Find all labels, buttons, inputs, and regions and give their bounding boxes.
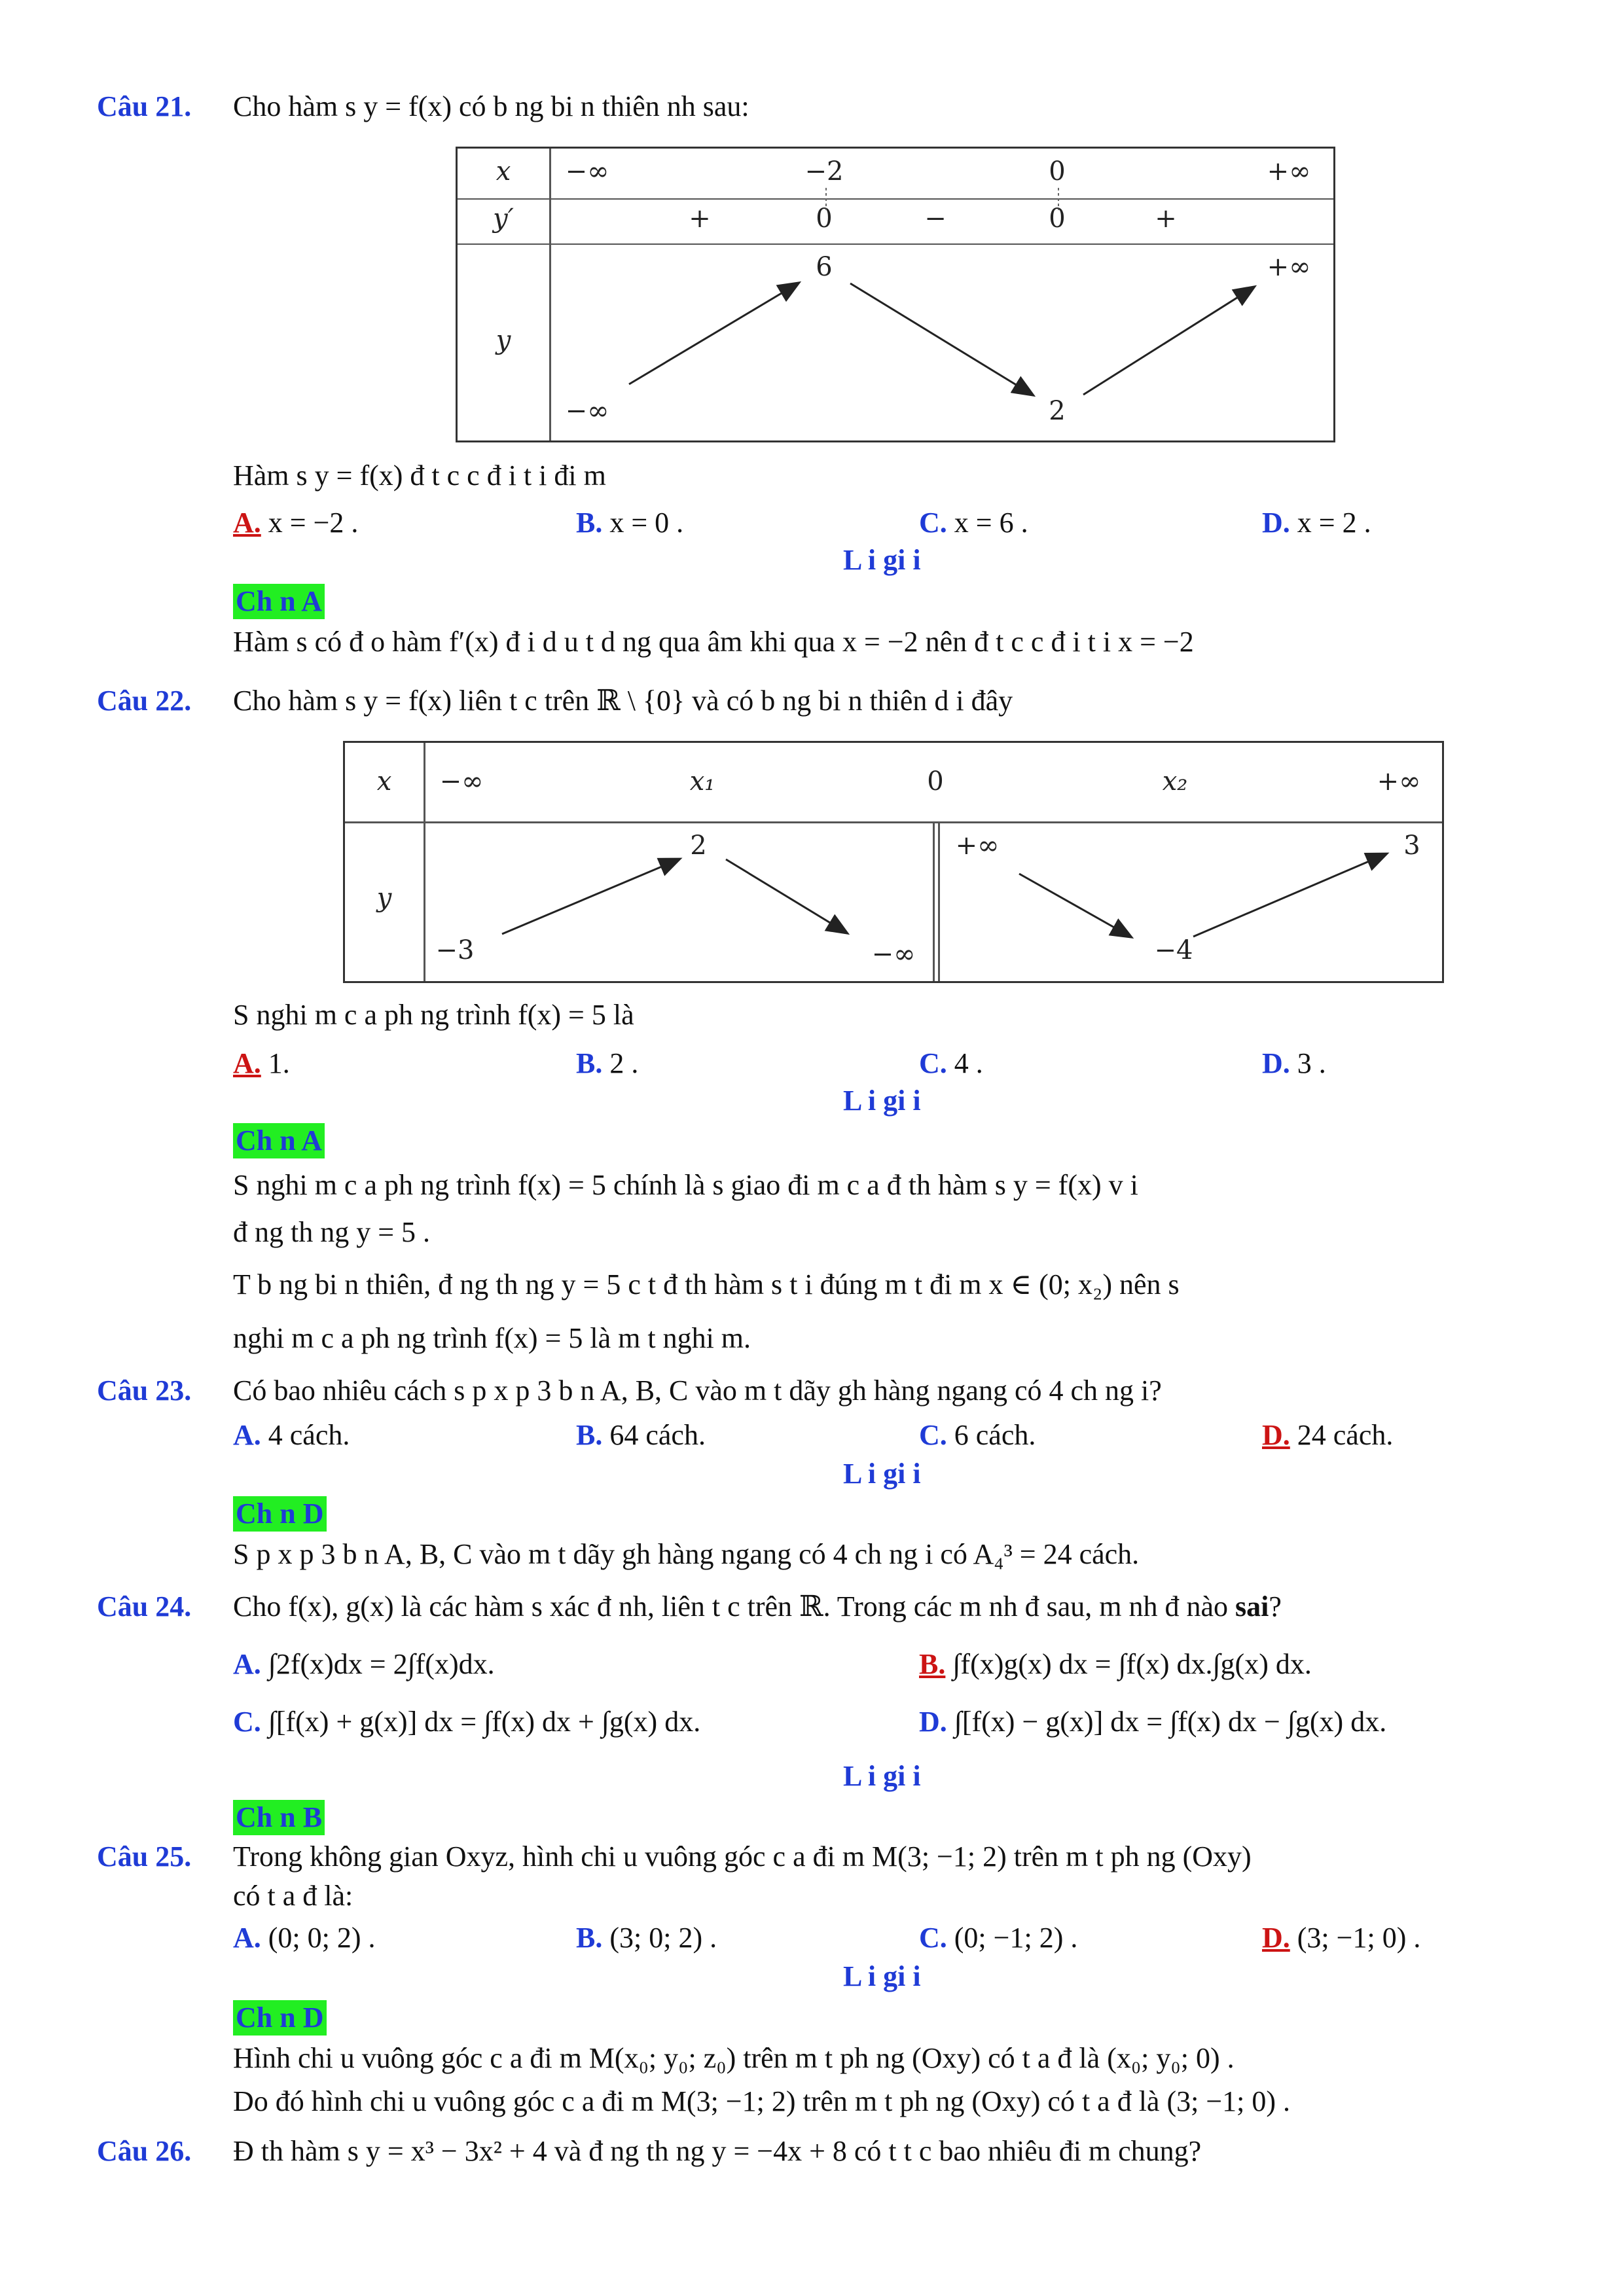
q21-y-label: y <box>496 325 511 355</box>
q22-option-b[interactable] <box>576 1046 638 1081</box>
option-letter: B. <box>576 507 603 539</box>
option-text: (3; −1; 0) . <box>1297 1922 1421 1954</box>
option-text: x = −2 . <box>268 507 359 539</box>
q24-answer-badge: Ch n B <box>233 1800 325 1835</box>
q23-option-b[interactable] <box>576 1418 706 1453</box>
q21-y-val: 2 <box>1049 396 1066 426</box>
option-text: (0; −1; 2) . <box>954 1922 1078 1954</box>
q22-y-val: 2 <box>690 831 707 861</box>
q25-number: Câu 25. <box>97 1840 192 1873</box>
option-letter: A. <box>233 1419 261 1451</box>
option-text: (3; 0; 2) . <box>609 1922 717 1954</box>
q21-yp-val: − <box>924 204 947 234</box>
q22-x-label: x <box>376 766 392 797</box>
q24-option-a[interactable] <box>233 1647 495 1682</box>
q21-x-val: −∞ <box>565 156 609 187</box>
q21-prompt: Hàm s y = f(x) đ t c c đ i t i đi m <box>233 459 606 492</box>
q21-y-val: +∞ <box>1267 252 1311 282</box>
q22-option-a[interactable] <box>233 1046 290 1081</box>
option-letter: B. <box>576 1922 603 1954</box>
q23-option-d[interactable] <box>1262 1418 1393 1453</box>
q21-answer-badge: Ch n A <box>233 584 325 619</box>
q22-explanation-2: đ ng th ng y = 5 . <box>233 1216 431 1248</box>
q25-solution-title: L i gi i <box>843 1960 921 1992</box>
q22-variation-table <box>343 741 1444 983</box>
q21-option-a[interactable] <box>233 505 358 541</box>
q23-explanation: S p x p 3 b n A, B, C vào m t dãy gh hàng ngang có 4 ch ng i có A₄³ = 24 cách. <box>233 1538 1140 1570</box>
q23-option-a[interactable] <box>233 1418 350 1453</box>
option-text: x = 6 . <box>954 507 1028 539</box>
q22-option-c[interactable] <box>919 1046 983 1081</box>
q25-stem-2: có t a đ là: <box>233 1880 353 1912</box>
q21-yp-label: y′ <box>493 204 514 234</box>
q21-yp-val: 0 <box>816 204 833 234</box>
q22-explanation-1: S nghi m c a ph ng trình f(x) = 5 chính là s giao đi m c a đ th hàm s y = f(x) v i <box>233 1169 1138 1201</box>
q22-option-d[interactable] <box>1262 1046 1326 1081</box>
q25-option-c[interactable] <box>919 1920 1077 1956</box>
q25-option-d[interactable] <box>1262 1920 1420 1956</box>
q22-explanation-3: T b ng bi n thiên, đ ng th ng y = 5 c t đ th hàm s t i đúng m t đi m x ∈ (0; x₂) nên s <box>233 1268 1180 1300</box>
option-letter: A. <box>233 1922 261 1954</box>
q23-solution-title: L i gi i <box>843 1458 921 1490</box>
q22-x-val: 0 <box>927 766 944 797</box>
q25-option-a[interactable] <box>233 1920 376 1956</box>
q24-stem-bold: sai <box>1235 1590 1269 1623</box>
q21-x-label: x <box>496 156 511 187</box>
q23-answer-badge: Ch n D <box>233 1496 327 1532</box>
q23-stem: Có bao nhiêu cách s p x p 3 b n A, B, C vào m t dãy gh hàng ngang có 4 ch ng i? <box>233 1374 1162 1407</box>
q21-yp-val: + <box>1155 204 1177 234</box>
q22-y-val: 3 <box>1403 831 1420 861</box>
option-text: (0; 0; 2) . <box>268 1922 376 1954</box>
q21-arrows <box>458 149 1333 440</box>
option-letter: C. <box>919 1047 947 1079</box>
q22-prompt: S nghi m c a ph ng trình f(x) = 5 là <box>233 999 634 1031</box>
option-letter: C. <box>919 1922 947 1954</box>
q24-stem-end: ? <box>1269 1590 1282 1623</box>
q25-option-b[interactable] <box>576 1920 717 1956</box>
q21-number: Câu 21. <box>97 90 192 122</box>
option-letter: D. <box>1262 1419 1290 1451</box>
option-letter: C. <box>919 1419 947 1451</box>
q22-number: Câu 22. <box>97 685 192 717</box>
q22-y-val: −4 <box>1154 935 1193 965</box>
q24-number: Câu 24. <box>97 1590 192 1623</box>
q21-option-c[interactable] <box>919 505 1028 541</box>
option-letter: D. <box>919 1706 947 1738</box>
option-letter: B. <box>919 1648 946 1680</box>
option-text: 4 cách. <box>268 1419 350 1451</box>
q25-explanation-2: Do đó hình chi u vuông góc c a đi m M(3; −1; 2) trên m t ph ng (Oxy) có t a đ là (3; −1; 0) . <box>233 2085 1291 2117</box>
q26-stem: Đ th hàm s y = x³ − 3x² + 4 và đ ng th ng y = −4x + 8 có t t c bao nhiêu đi m chung? <box>233 2135 1202 2167</box>
q23-option-c[interactable] <box>919 1418 1036 1453</box>
option-letter: C. <box>919 507 947 539</box>
q21-yp-val: + <box>689 204 711 234</box>
option-text: ∫[f(x) − g(x)] dx = ∫f(x) dx − ∫g(x) dx. <box>954 1706 1387 1738</box>
q24-option-d[interactable] <box>919 1704 1386 1740</box>
q21-y-val: −∞ <box>565 396 609 426</box>
q22-solution-title: L i gi i <box>843 1085 921 1117</box>
option-letter: B. <box>576 1419 603 1451</box>
q22-explanation-4: nghi m c a ph ng trình f(x) = 5 là m t nghi m. <box>233 1322 751 1354</box>
q21-explanation: Hàm s có đ o hàm f′(x) đ i d u t d ng qua âm khi qua x = −2 nên đ t c c đ i t i x = −2 <box>233 626 1194 658</box>
q22-x-val: −∞ <box>439 766 484 797</box>
option-text: x = 2 . <box>1297 507 1371 539</box>
option-text: ∫f(x)g(x) dx = ∫f(x) dx.∫g(x) dx. <box>952 1648 1312 1680</box>
q22-stem: Cho hàm s y = f(x) liên t c trên ℝ \ {0} và có b ng bi n thiên d i đây <box>233 685 1013 717</box>
option-letter: D. <box>1262 507 1290 539</box>
q22-y-val: +∞ <box>955 831 1000 861</box>
option-text: 1. <box>268 1047 290 1079</box>
option-text: 2 . <box>609 1047 639 1079</box>
q22-y-label: y <box>376 883 392 913</box>
option-text: 3 . <box>1297 1047 1326 1079</box>
q21-option-b[interactable] <box>576 505 683 541</box>
q25-explanation-1: Hình chi u vuông góc c a đi m M(x₀; y₀; z₀) trên m t ph ng (Oxy) có t a đ là (x₀; y₀; 0) . <box>233 2042 1235 2074</box>
option-text: ∫[f(x) + g(x)] dx = ∫f(x) dx + ∫g(x) dx. <box>268 1706 701 1738</box>
q24-stem-text: Cho f(x), g(x) là các hàm s xác đ nh, liên t c trên ℝ. Trong các m nh đ sau, m nh đ nào <box>233 1590 1228 1623</box>
q24-solution-title: L i gi i <box>843 1760 921 1792</box>
q24-stem <box>233 1589 1282 1624</box>
q21-solution-title: L i gi i <box>843 544 921 576</box>
option-letter: D. <box>1262 1922 1290 1954</box>
q22-x-val: +∞ <box>1377 766 1421 797</box>
q21-option-d[interactable] <box>1262 505 1371 541</box>
option-letter: D. <box>1262 1047 1290 1079</box>
q21-x-val: −2 <box>804 156 844 187</box>
q21-x-val: +∞ <box>1267 156 1311 187</box>
option-text: ∫2f(x)dx = 2∫f(x)dx. <box>268 1648 495 1680</box>
q22-answer-badge: Ch n A <box>233 1123 325 1158</box>
q26-number: Câu 26. <box>97 2135 192 2167</box>
q23-number: Câu 23. <box>97 1374 192 1407</box>
option-text: 6 cách. <box>954 1419 1036 1451</box>
q22-x-val: x₁ <box>689 766 715 797</box>
q22-x-val: x₂ <box>1162 766 1188 797</box>
q24-option-c[interactable] <box>233 1704 700 1740</box>
option-text: 24 cách. <box>1297 1419 1394 1451</box>
q21-y-val: 6 <box>816 252 833 282</box>
option-text: x = 0 . <box>609 507 684 539</box>
q21-stem: Cho hàm s y = f(x) có b ng bi n thiên nh sau: <box>233 90 749 122</box>
q22-y-val: −∞ <box>871 939 916 969</box>
option-letter: A. <box>233 1648 261 1680</box>
q24-option-b[interactable] <box>919 1647 1312 1682</box>
q21-x-val: 0 <box>1049 156 1066 187</box>
q25-stem-1: Trong không gian Oxyz, hình chi u vuông góc c a đi m M(3; −1; 2) trên m t ph ng (Oxy) <box>233 1840 1252 1873</box>
q22-y-val: −3 <box>435 935 475 965</box>
option-text: 64 cách. <box>609 1419 706 1451</box>
option-letter: A. <box>233 1047 261 1079</box>
q21-yp-val: 0 <box>1049 204 1066 234</box>
q25-answer-badge: Ch n D <box>233 2000 327 2036</box>
option-letter: B. <box>576 1047 603 1079</box>
option-letter: A. <box>233 507 261 539</box>
option-letter: C. <box>233 1706 261 1738</box>
option-text: 4 . <box>954 1047 983 1079</box>
q21-variation-table <box>456 147 1335 442</box>
q22-arrows <box>345 743 1442 981</box>
